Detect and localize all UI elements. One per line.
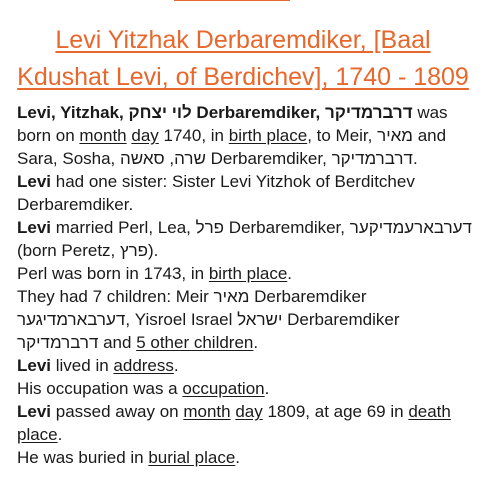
bio-paragraph-spouse-birth [17,262,479,285]
text: They had 7 children: Meir מאיר Derbaremdiker דערבארמדיגער, Yisroel Israel ישראל Derbaremdiker דרברמדיקר and [17,287,400,352]
bio-paragraph-burial [17,446,479,469]
bio-paragraph-occupation [17,377,479,400]
month-link[interactable]: month [183,402,231,421]
text: lived in [51,356,114,375]
occupation-link[interactable]: occupation [182,379,265,398]
person-name: Levi [17,402,52,421]
text: was born on [17,103,448,145]
text: . [287,264,293,283]
bio-paragraph-birth [17,101,479,170]
text: His occupation was a [17,379,183,398]
bio-paragraph-children [17,285,479,354]
text: married Perl, Lea, פרל Derbaremdiker, דערבארעמדיקער (born Peretz, פרץ). [17,218,472,260]
bio-paragraph-death [17,400,479,446]
title-line-1[interactable]: Levi Yitzhak Derbaremdiker, [Baal [55,26,431,54]
text: . [57,425,63,444]
text: He was buried in [17,448,149,467]
text: passed away on [51,402,184,421]
text: . [235,448,241,467]
text: . [173,356,179,375]
text: . [264,379,270,398]
address-link[interactable]: address [113,356,174,375]
month-link[interactable]: month [79,126,127,145]
burial-place-link[interactable]: burial place [148,448,236,467]
bio-paragraph-marriage [17,216,479,262]
text: 1809, at age 69 in [262,402,409,421]
text: , to Meir, מאיר and Sara, Sosha, שרה, סאשה Derbaremdiker, דרברמדיקר. [17,126,447,168]
page-title[interactable] [0,22,486,96]
text: Perl was born in 1743, in [17,264,209,283]
person-name: Levi [17,172,52,191]
birth-place-link[interactable]: birth place [228,126,308,145]
bio-paragraph-sister [17,170,479,216]
text: had one sister: Sister Levi Yitzhok of Berditchev Derbaremdiker. [17,172,415,214]
top-link-fragment[interactable] [174,0,290,1]
biography [17,101,479,469]
person-name: Levi, Yitzhak, לוי יצחק Derbaremdiker, דרברמדיקר [17,103,413,122]
person-name: Levi [17,218,52,237]
title-line-2[interactable]: Kdushat Levi, of Berdichev], 1740 - 1809 [17,63,469,91]
bio-paragraph-residence [17,354,479,377]
birth-place-link[interactable]: birth place [208,264,288,283]
text: 1740, in [158,126,229,145]
day-link[interactable]: day [131,126,159,145]
person-name: Levi [17,356,52,375]
other-children-link[interactable]: 5 other children [136,333,254,352]
death-place-link[interactable]: death place [17,402,451,444]
day-link[interactable]: day [235,402,263,421]
text: . [253,333,259,352]
